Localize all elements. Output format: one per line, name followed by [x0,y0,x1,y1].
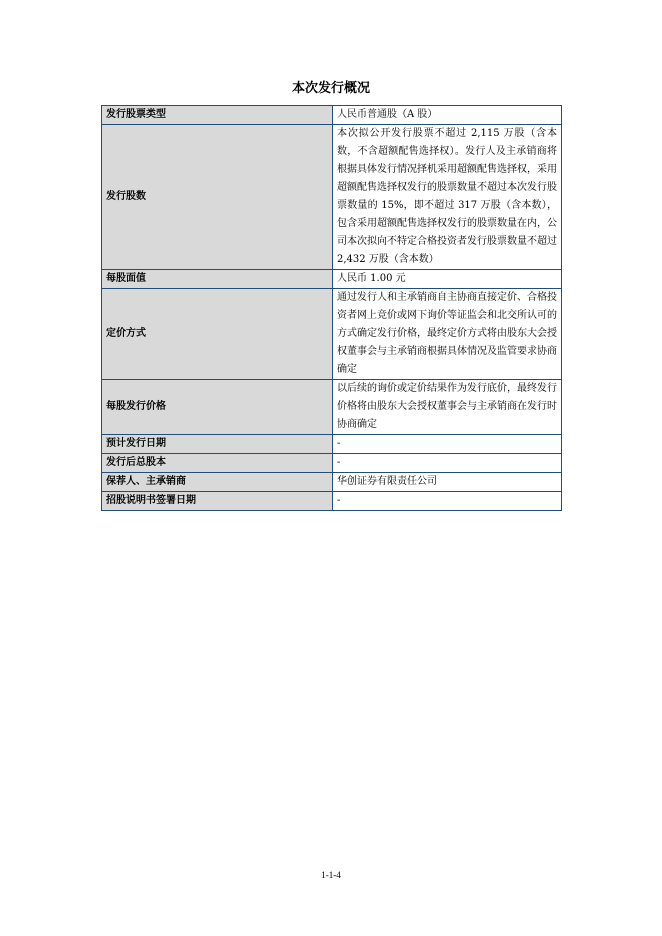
page-title: 本次发行概况 [291,81,370,96]
row-label-issue-price: 每股发行价格 [102,380,333,435]
table-row [102,435,562,454]
row-label-par-value: 每股面值 [102,270,333,289]
table-row [102,454,562,473]
row-value-share-type: 人民币普通股（A 股） [333,106,562,125]
row-label-issue-date: 预计发行日期 [102,435,333,454]
row-label-pricing-method: 定价方式 [102,289,333,380]
table-row [102,125,562,270]
row-value-issue-date: - [333,435,562,454]
table-row [102,270,562,289]
table-row [102,473,562,492]
row-value-sponsor: 华创证券有限责任公司 [333,473,562,492]
offering-overview-table [101,105,562,511]
row-value-pricing-method: 通过发行人和主承销商自主协商直接定价、合格投资者网上竞价或网下询价等证监会和北交所认可的方式确定发行价格，最终定价方式将由股东大会授权董事会与主承销商根据具体情况及监管要求协商确定 [333,289,562,380]
row-value-total-shares: - [333,454,562,473]
row-label-sign-date: 招股说明书签署日期 [102,492,333,511]
row-label-share-count: 发行股数 [102,125,333,270]
row-value-issue-price: 以后续的询价或定价结果作为发行底价，最终发行价格将由股东大会授权董事会与主承销商在发行时协商确定 [333,380,562,435]
table-row [102,289,562,380]
row-label-sponsor: 保荐人、主承销商 [102,473,333,492]
row-value-par-value: 人民币 1.00 元 [333,270,562,289]
page-number: 1-1-4 [321,870,341,880]
table-row [102,106,562,125]
table-row [102,492,562,511]
row-label-total-shares: 发行后总股本 [102,454,333,473]
row-value-sign-date: - [333,492,562,511]
row-label-share-type: 发行股票类型 [102,106,333,125]
table-row [102,380,562,435]
row-value-share-count: 本次拟公开发行股票不超过 2,115 万股（含本数，不含超额配售选择权）。发行人及主承销商将根据具体发行情况择机采用超额配售选择权，采用超额配售选择权发行的股票数量不超过本次发行股票数量的 15%，即不超过 317 万股（含本数），包含采用超额配售选择权发行的股票数量在内，公司本次拟向不特定合格投资者发行股票数量不超过 2,432 万股（含本数） [333,125,562,270]
